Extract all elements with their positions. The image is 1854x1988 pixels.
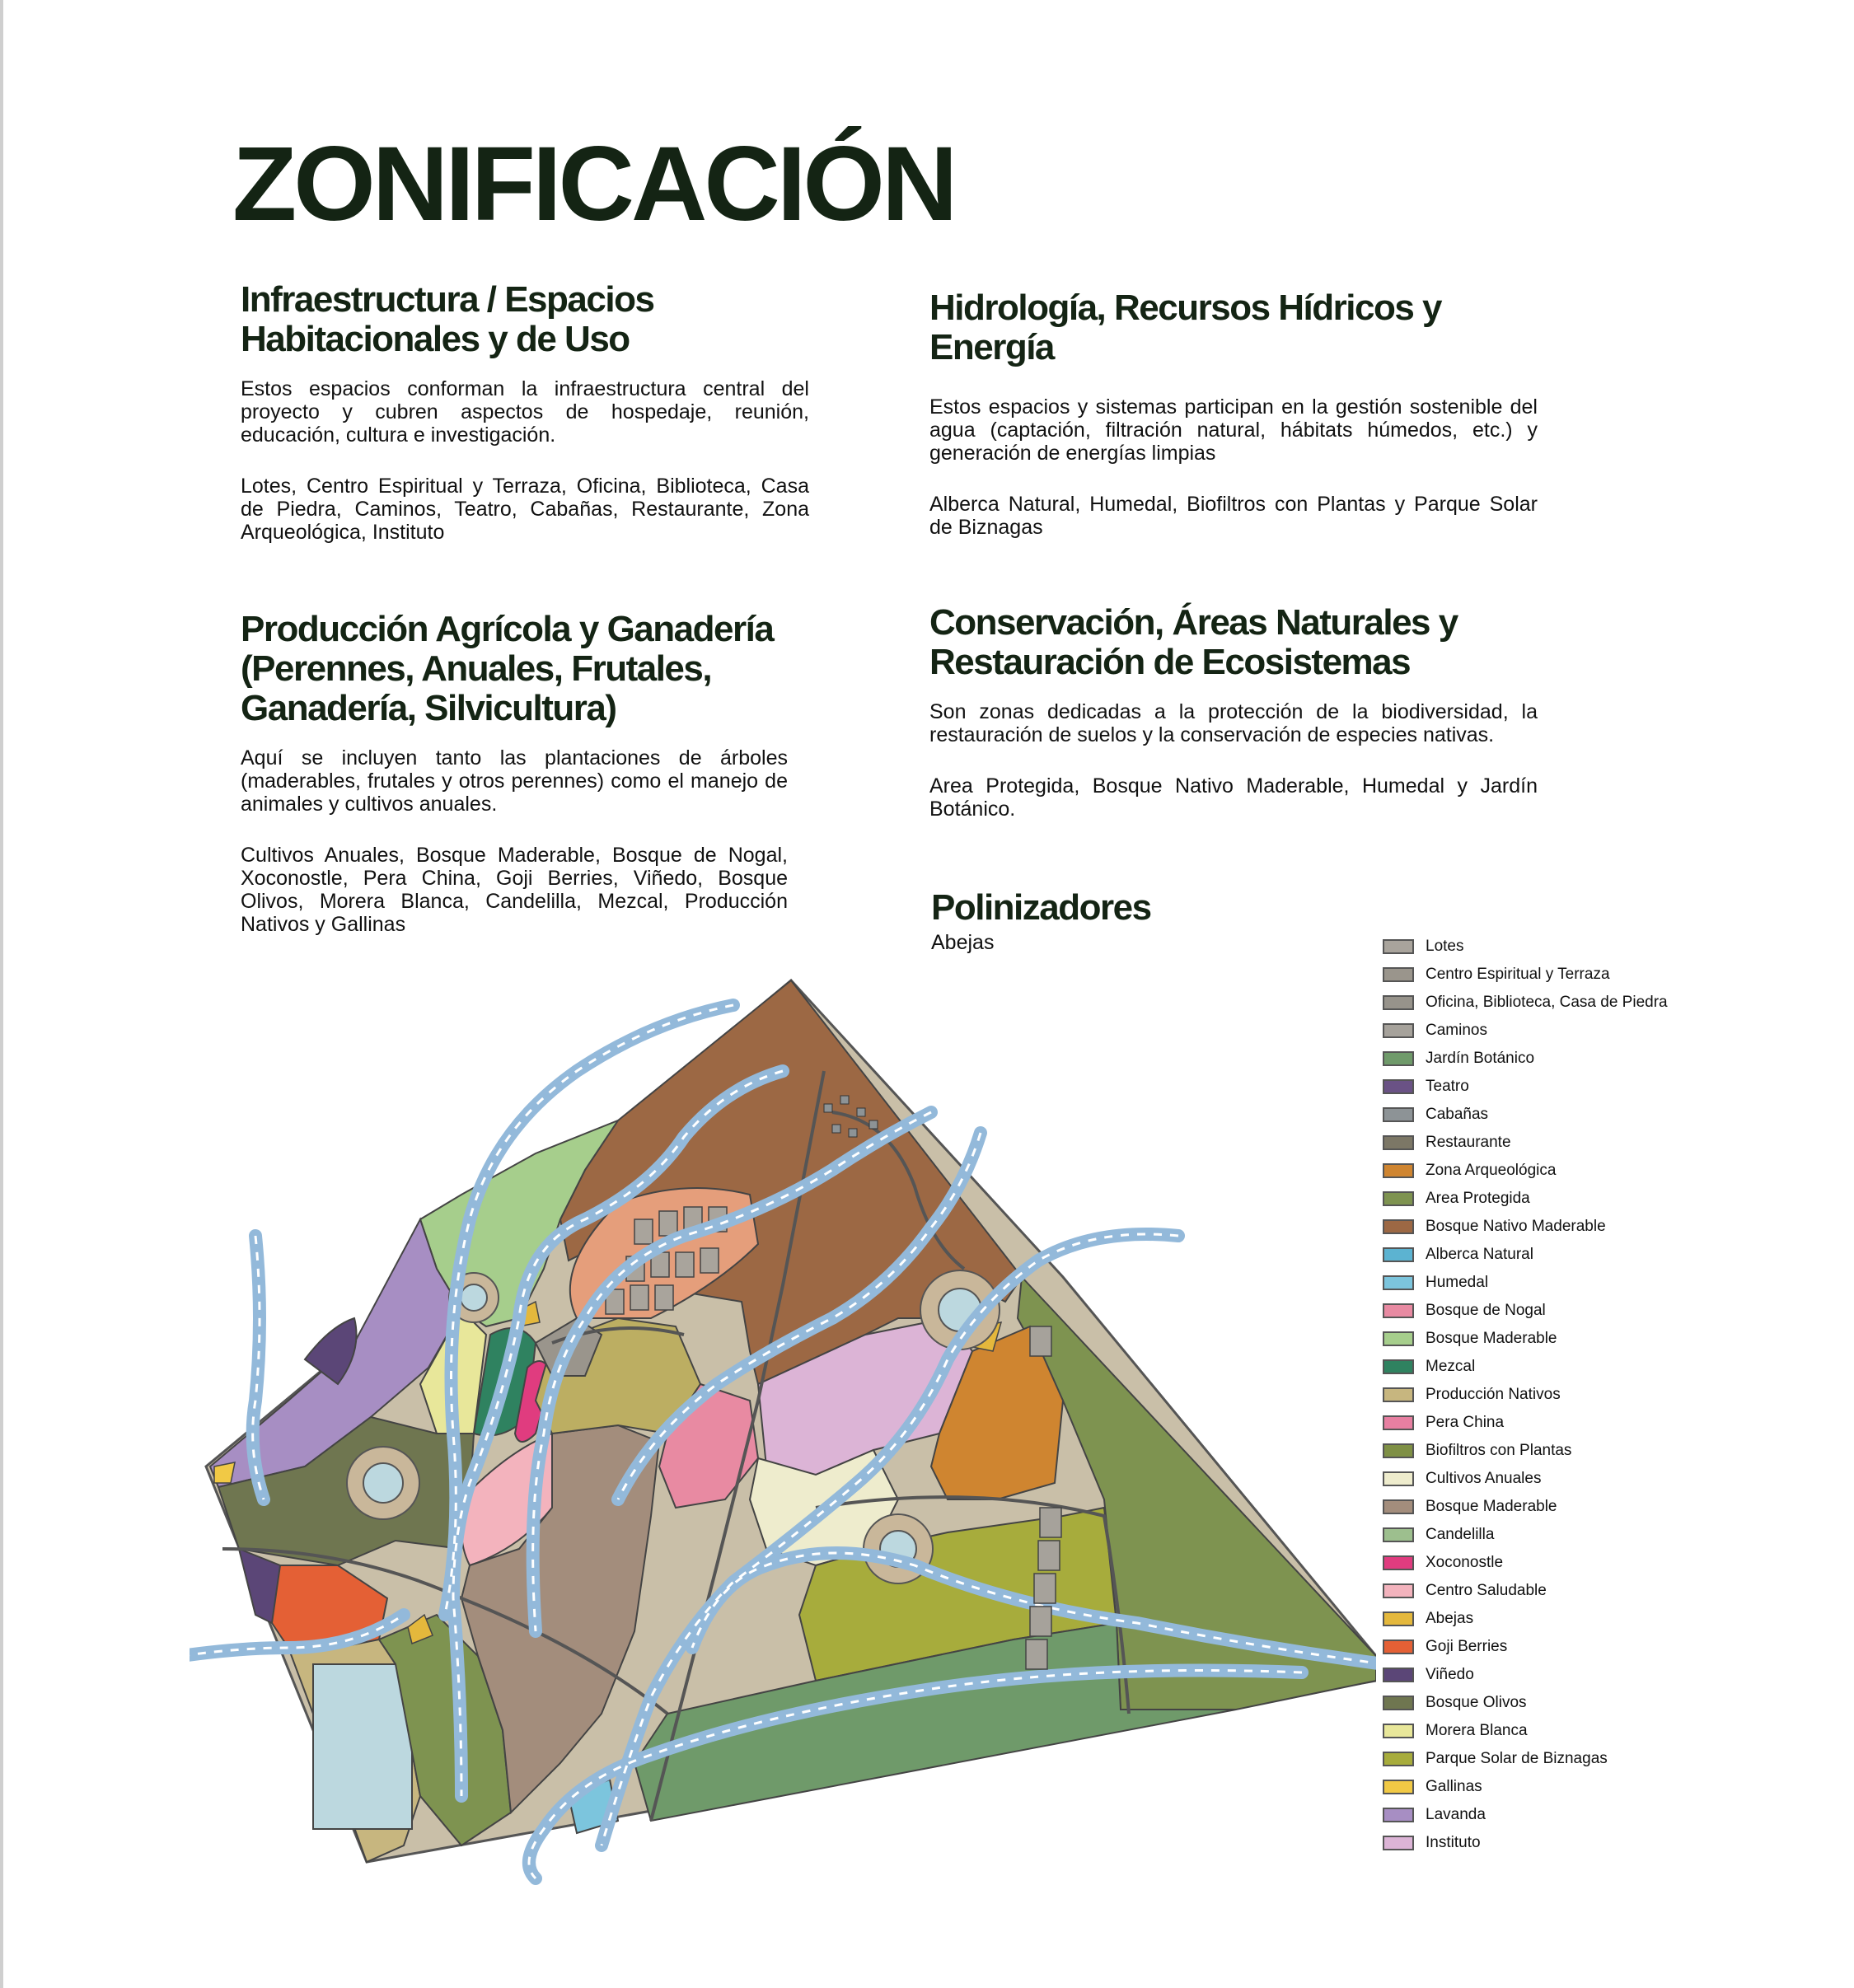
legend-label: Bosque de Nogal — [1426, 1302, 1546, 1319]
legend-label: Bosque Maderable — [1426, 1498, 1557, 1515]
legend-label: Gallinas — [1426, 1778, 1482, 1795]
legend-label: Humedal — [1426, 1274, 1489, 1291]
legend-item — [1383, 1157, 1811, 1185]
legend-label: Abejas — [1426, 1610, 1474, 1627]
section-title: Infraestructura / Espacios Habitacionales y de Uso — [241, 279, 654, 359]
legend-swatch — [1383, 1135, 1414, 1150]
legend-label: Instituto — [1426, 1834, 1481, 1851]
legend-swatch — [1383, 1275, 1414, 1290]
legend-swatch — [1383, 1191, 1414, 1206]
legend-item — [1383, 1185, 1811, 1213]
section-description: Estos espacios y sistemas participan en la gestión sostenible del agua (captación, filtración natural, hábitats húmedos, etc.) y generación de energías limpias — [929, 395, 1538, 465]
legend-item — [1383, 1577, 1811, 1605]
legend-swatch — [1383, 1555, 1414, 1570]
section-title: Polinizadores — [931, 887, 1151, 928]
legend-label: Bosque Nativo Maderable — [1426, 1218, 1606, 1235]
legend-swatch — [1383, 1023, 1414, 1038]
legend-item — [1383, 1073, 1811, 1101]
legend-label: Viñedo — [1426, 1666, 1474, 1683]
legend-swatch — [1383, 1247, 1414, 1262]
section-items: Abejas — [931, 931, 995, 954]
legend-label: Cultivos Anuales — [1426, 1470, 1542, 1487]
legend-swatch — [1383, 1780, 1414, 1794]
legend-label: Lotes — [1426, 938, 1464, 955]
legend-item — [1383, 1017, 1811, 1045]
zoning-map — [190, 972, 1376, 1887]
legend-item — [1383, 1045, 1811, 1073]
legend-swatch — [1383, 1499, 1414, 1514]
legend-label: Xoconostle — [1426, 1554, 1504, 1571]
legend-item — [1383, 1773, 1811, 1801]
legend-item — [1383, 1101, 1811, 1129]
legend-item — [1383, 1213, 1811, 1241]
legend-item — [1383, 1661, 1811, 1689]
legend-item — [1383, 1325, 1811, 1353]
legend-swatch — [1383, 1107, 1414, 1122]
legend-item — [1383, 989, 1811, 1017]
legend-swatch — [1383, 1583, 1414, 1598]
section-description: Aquí se incluyen tanto las plantaciones de árboles (maderables, frutales y otros perennes) como el manejo de animales y cultivos anuales. — [241, 746, 788, 816]
legend-swatch — [1383, 1051, 1414, 1066]
section-title: Producción Agrícola y Ganadería (Perennes, Anuales, Frutales, Ganadería, Silvicultura) — [241, 609, 774, 728]
legend-item — [1383, 1493, 1811, 1521]
legend-label: Bosque Maderable — [1426, 1330, 1557, 1347]
legend-item — [1383, 1437, 1811, 1465]
legend-label: Teatro — [1426, 1078, 1469, 1095]
legend-item — [1383, 1717, 1811, 1745]
legend-swatch — [1383, 1163, 1414, 1178]
legend-item — [1383, 1353, 1811, 1381]
section-items: Alberca Natural, Humedal, Biofiltros con Plantas y Parque Solar de Biznagas — [929, 493, 1538, 539]
legend-label: Lavanda — [1426, 1806, 1486, 1823]
section-items: Area Protegida, Bosque Nativo Maderable, Humedal y Jardín Botánico. — [929, 774, 1538, 821]
legend-item — [1383, 1409, 1811, 1437]
legend-item — [1383, 1381, 1811, 1409]
legend-swatch — [1383, 1668, 1414, 1682]
legend-swatch — [1383, 1303, 1414, 1318]
section-produccion — [241, 610, 788, 936]
zone-gallinas — [214, 1462, 235, 1483]
legend-item — [1383, 1829, 1811, 1857]
zoning-map-svg — [190, 972, 1376, 1887]
legend-label: Oficina, Biblioteca, Casa de Piedra — [1426, 994, 1668, 1011]
legend-label: Mezcal — [1426, 1358, 1476, 1375]
legend-swatch — [1383, 1836, 1414, 1850]
legend-swatch — [1383, 1752, 1414, 1766]
section-items: Cultivos Anuales, Bosque Maderable, Bosque de Nogal, Xoconostle, Pera China, Goji Berries, Viñedo, Bosque Olivos, Morera Blanca, Candelilla, Mezcal, Producción Nativos y Gallinas — [241, 844, 788, 936]
section-polinizadores — [931, 888, 1343, 954]
legend-label: Centro Saludable — [1426, 1582, 1547, 1599]
legend-swatch — [1383, 1724, 1414, 1738]
legend-item — [1383, 1297, 1811, 1325]
legend-label: Zona Arqueológica — [1426, 1162, 1557, 1179]
legend-item — [1383, 961, 1811, 989]
legend-swatch — [1383, 939, 1414, 954]
legend-item — [1383, 1745, 1811, 1773]
legend-swatch — [1383, 1079, 1414, 1094]
section-description: Son zonas dedicadas a la protección de la biodiversidad, la restauración de suelos y la conservación de especies nativas. — [929, 700, 1538, 746]
section-infraestructura — [241, 280, 809, 544]
legend-label: Candelilla — [1426, 1526, 1495, 1543]
legend-label: Restaurante — [1426, 1134, 1511, 1151]
legend-item — [1383, 1605, 1811, 1633]
legend-swatch — [1383, 967, 1414, 982]
legend-swatch — [1383, 1808, 1414, 1822]
zone-alberca — [313, 1664, 412, 1829]
legend-swatch — [1383, 1640, 1414, 1654]
legend-item — [1383, 1689, 1811, 1717]
page-title: ZONIFICACIÓN — [232, 125, 955, 243]
legend-swatch — [1383, 1331, 1414, 1346]
legend-item — [1383, 1549, 1811, 1577]
legend-label: Morera Blanca — [1426, 1722, 1528, 1739]
legend-label: Jardín Botánico — [1426, 1050, 1535, 1067]
legend-label: Goji Berries — [1426, 1638, 1508, 1655]
legend-label: Alberca Natural — [1426, 1246, 1533, 1263]
legend-item — [1383, 1801, 1811, 1829]
legend-item — [1383, 933, 1811, 961]
legend-label: Centro Espiritual y Terraza — [1426, 966, 1610, 983]
legend-label: Area Protegida — [1426, 1190, 1530, 1207]
legend-swatch — [1383, 1696, 1414, 1710]
legend-item — [1383, 1633, 1811, 1661]
map-legend — [1383, 933, 1811, 1857]
section-title: Hidrología, Recursos Hídricos y Energía — [929, 288, 1441, 367]
legend-item — [1383, 1521, 1811, 1549]
legend-label: Cabañas — [1426, 1106, 1489, 1123]
legend-swatch — [1383, 1611, 1414, 1626]
legend-swatch — [1383, 1527, 1414, 1542]
section-conservacion — [929, 603, 1538, 821]
legend-label: Parque Solar de Biznagas — [1426, 1750, 1608, 1767]
legend-swatch — [1383, 1387, 1414, 1402]
legend-swatch — [1383, 1415, 1414, 1430]
legend-swatch — [1383, 995, 1414, 1010]
legend-item — [1383, 1241, 1811, 1269]
legend-label: Caminos — [1426, 1022, 1487, 1039]
legend-swatch — [1383, 1219, 1414, 1234]
legend-label: Producción Nativos — [1426, 1386, 1561, 1403]
legend-item — [1383, 1129, 1811, 1157]
section-items: Lotes, Centro Espiritual y Terraza, Oficina, Biblioteca, Casa de Piedra, Caminos, Teatro, Cabañas, Restaurante, Zona Arqueológica, Instituto — [241, 475, 809, 544]
legend-item — [1383, 1465, 1811, 1493]
legend-swatch — [1383, 1443, 1414, 1458]
section-description: Estos espacios conforman la infraestructura central del proyecto y cubren aspectos de hospedaje, reunión, educación, cultura e investigación. — [241, 377, 809, 447]
legend-label: Bosque Olivos — [1426, 1694, 1527, 1711]
section-title: Conservación, Áreas Naturales y Restauración de Ecosistemas — [929, 602, 1458, 682]
section-hidrologia — [929, 288, 1538, 539]
legend-label: Biofiltros con Plantas — [1426, 1442, 1572, 1459]
page-edge — [0, 0, 3, 1988]
legend-label: Pera China — [1426, 1414, 1505, 1431]
legend-item — [1383, 1269, 1811, 1297]
legend-swatch — [1383, 1471, 1414, 1486]
legend-swatch — [1383, 1359, 1414, 1374]
